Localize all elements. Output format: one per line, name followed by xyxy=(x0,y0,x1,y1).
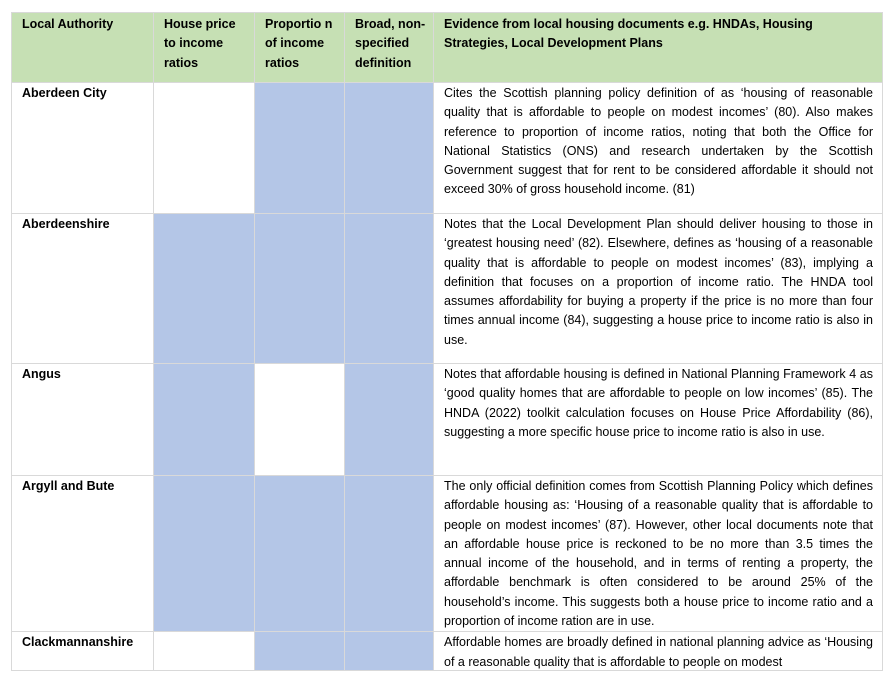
table-row xyxy=(12,214,883,364)
broad-definition-cell xyxy=(345,214,434,364)
house-price-ratio-cell xyxy=(154,364,255,476)
table-row xyxy=(12,632,883,671)
header-row xyxy=(12,13,883,83)
broad-definition-cell xyxy=(345,632,434,671)
proportion-of-income-cell xyxy=(255,364,345,476)
house-price-ratio-cell xyxy=(154,83,255,214)
header-broad-definition: Broad, non-specified definition xyxy=(345,13,434,83)
house-price-ratio-cell xyxy=(154,632,255,671)
proportion-of-income-cell xyxy=(255,214,345,364)
evidence-text: Cites the Scottish planning policy definition of as ‘housing of reasonable quality that is affordable to people on modest incomes’ (80). Also makes reference to proportion of income ratios, noting that both the Office for National Statistics (ONS) and research undertaken by the Scottish Government suggest that for rent to be considered affordable it should not exceed 30% of gross household income. (81) xyxy=(434,83,883,214)
affordability-definitions-table xyxy=(11,12,883,671)
evidence-cell xyxy=(434,632,883,671)
evidence-text: Notes that the Local Development Plan should deliver housing to those in ‘greatest housing need’ (82). Elsewhere, defines as ‘housing of a reasonable quality that is affordable to people on modest incomes’ (83), implying a definition that focuses on a proportion of income ratio. The HNDA tool assumes affordability for buying a property if the price is no more than four times annual income (84), suggesting a house price to income ratio is also in use. xyxy=(434,214,883,364)
house-price-ratio-cell xyxy=(154,476,255,632)
authority-name: Aberdeen City xyxy=(12,83,154,214)
evidence-text: Notes that affordable housing is defined in National Planning Framework 4 as ‘good quality homes that are affordable to people on low incomes’ (85). The HNDA (2022) toolkit calculation focuses on House Price Affordability (86), suggesting a more specific house price to income ratio is also in use. xyxy=(434,364,883,476)
table-row xyxy=(12,476,883,632)
header-evidence: Evidence from local housing documents e.g. HNDAs, Housing Strategies, Local Development Plans xyxy=(434,13,883,83)
proportion-of-income-cell xyxy=(255,476,345,632)
authority-name: Aberdeenshire xyxy=(12,214,154,364)
table-row xyxy=(12,83,883,214)
broad-definition-cell xyxy=(345,83,434,214)
house-price-ratio-cell xyxy=(154,214,255,364)
authority-name: Argyll and Bute xyxy=(12,476,154,632)
proportion-of-income-cell xyxy=(255,632,345,671)
broad-definition-cell xyxy=(345,364,434,476)
authority-name: Angus xyxy=(12,364,154,476)
header-local-authority: Local Authority xyxy=(12,13,154,83)
header-house-price-ratio: House price to income ratios xyxy=(154,13,255,83)
broad-definition-cell xyxy=(345,476,434,632)
authority-name: Clackmannanshire xyxy=(12,632,154,671)
table-row xyxy=(12,364,883,476)
header-proportion-of-income: Proportio n of income ratios xyxy=(255,13,345,83)
evidence-text: The only official definition comes from Scottish Planning Policy which defines affordable housing as: ‘Housing of a reasonable quality that is affordable to people on modest incomes’ (87). However, other local documents note that an affordable house price is reckoned to be no more than 3.5 times the annual income of the household, and in terms of renting a property, the affordable benchmark is often considered to be around 25% of the household’s income. This suggests both a house price to income ratio and a proportion of income ration are in use. xyxy=(434,476,883,632)
proportion-of-income-cell xyxy=(255,83,345,214)
evidence-text: Affordable homes are broadly defined in national planning advice as ‘Housing of a reasonable quality that is affordable to people on modest xyxy=(444,635,873,669)
